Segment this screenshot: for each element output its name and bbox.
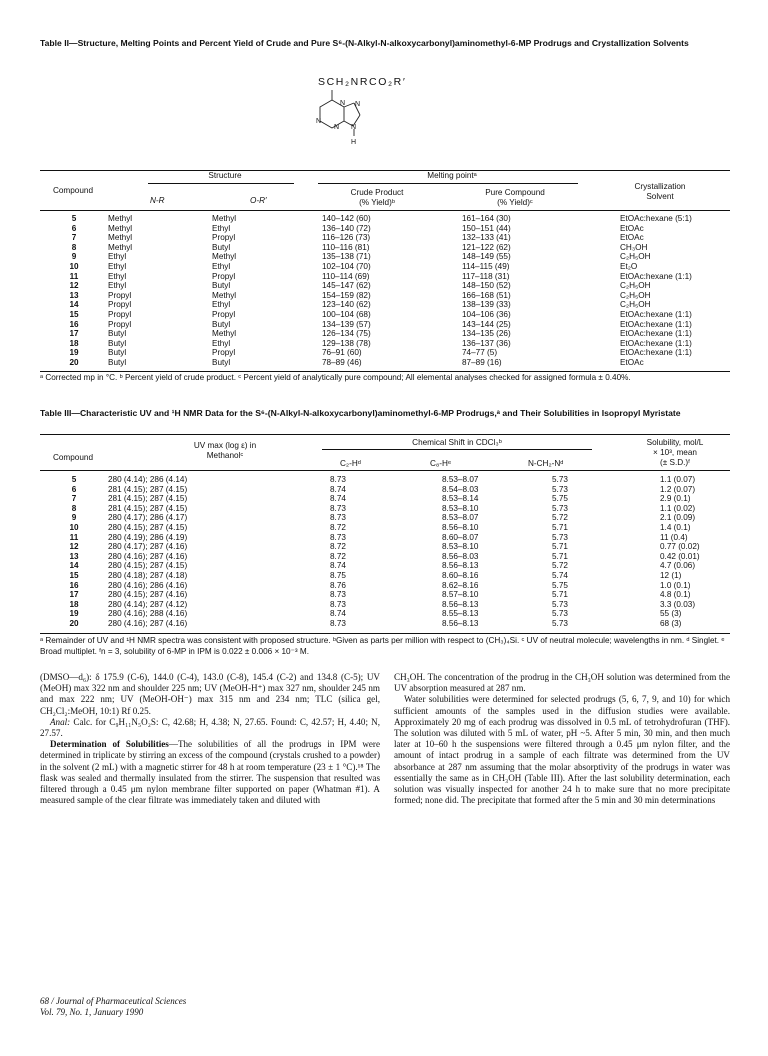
crude-mp-cell: 110–114 (69) — [322, 271, 370, 281]
solvent-cell: C₂H₅OH — [620, 290, 651, 300]
table-row — [40, 494, 750, 504]
table2-header-pure-sub: (% Yield)ᶜ — [497, 198, 533, 207]
solubility-cell: 2.1 (0.09) — [660, 513, 696, 523]
table2-header-crude-sub: (% Yield)ᵇ — [359, 198, 395, 207]
or-cell: Ethyl — [212, 223, 231, 233]
solubility-cell: 1.0 (0.1) — [660, 580, 691, 590]
solvent-cell: EtOAc:hexane (5:1) — [620, 214, 692, 223]
c8h-cell: 8.54–8.03 — [442, 484, 479, 494]
table3-header-compound: Compound — [52, 453, 94, 462]
uv-cell: 280 (4.17); 287 (4.16) — [108, 542, 188, 552]
table3-header-c2h: C₂-Hᵈ — [340, 459, 361, 468]
pure-mp-cell: 87–89 (16) — [462, 357, 502, 367]
crude-mp-cell: 140–142 (60) — [322, 214, 371, 223]
table3-bottom-rule — [40, 633, 730, 634]
body-det-label: Determination of Solubilities — [50, 739, 169, 750]
uv-cell: 280 (4.15); 287 (4.15) — [108, 522, 188, 532]
table-row — [40, 485, 750, 495]
nr-cell: Butyl — [108, 338, 127, 348]
table2-header-structure: Structure — [208, 171, 242, 180]
table-row — [40, 609, 750, 619]
c8h-cell: 8.56–8.13 — [442, 599, 479, 609]
c8h-cell: 8.62–8.16 — [442, 580, 479, 590]
nr-cell: Ethyl — [108, 261, 127, 271]
pure-mp-cell: 114–115 (49) — [462, 261, 510, 271]
c2h-cell: 8.74 — [330, 494, 346, 504]
nch2n-cell: 5.72 — [552, 561, 568, 571]
compound-cell: 19 — [69, 348, 79, 358]
table2-header-crude: Crude Product — [350, 188, 404, 197]
or-cell: Butyl — [212, 357, 231, 367]
table-row — [40, 339, 730, 349]
body-left-p1: (DMSO—d₆): δ 175.9 (C-6), 144.0 (C-4), 143.0 (C-8), 145.4 (C-2) and 134.8 (C-5); UV (MeOH) max 322 nm and shoulder 225 nm; UV (MeOH-H⁺) max 327 nm, shoulder 245 nm and max 222 nm; UV (MeOH-OH⁻) max 315 nm and 234 nm; TLC (silica gel, CH₂Cl₂:MeOH, 10:1) Rf 0.25. — [40, 672, 380, 716]
uv-cell: 280 (4.16); 287 (4.16) — [108, 551, 188, 561]
compound-cell: 19 — [69, 609, 79, 619]
table2-footnote: ᵃ Corrected mp in °C. ᵇ Percent yield of crude product. ᶜ Percent yield of analytically pure compound; All elemental analyses checked for assigned formula ± 0.40%. — [40, 373, 631, 382]
compound-cell: 15 — [69, 309, 79, 319]
table-row — [40, 281, 730, 291]
body-right-p1: CH₃OH. The concentration of the prodrug in the CH₃OH solution was determined from the UV absorption measured at 287 nm. — [394, 672, 730, 694]
nch2n-cell: 5.75 — [552, 580, 568, 590]
nr-cell: Ethyl — [108, 252, 127, 262]
c8h-cell: 8.60–8.16 — [442, 570, 479, 580]
uv-cell: 281 (4.15); 287 (4.15) — [108, 494, 188, 504]
crude-mp-cell: 78–89 (46) — [322, 357, 362, 367]
pure-mp-cell: 132–133 (41) — [462, 233, 511, 243]
nch2n-cell: 5.73 — [552, 484, 568, 494]
compound-cell: 9 — [71, 513, 77, 523]
table2-header-cryst-sub: Solvent — [646, 192, 674, 201]
solubility-cell: 3.3 (0.03) — [660, 599, 696, 609]
nch2n-cell: 5.71 — [552, 542, 568, 552]
uv-cell: 280 (4.18); 287 (4.18) — [108, 570, 188, 580]
solubility-cell: 4.8 (0.1) — [660, 590, 691, 600]
table2-header-melting: Melting pointᵃ — [427, 171, 477, 180]
or-cell: Propyl — [212, 348, 236, 358]
c2h-cell: 8.74 — [330, 484, 346, 494]
compound-cell: 6 — [71, 223, 77, 233]
svg-text:N: N — [334, 124, 340, 131]
crude-mp-cell: 134–139 (57) — [322, 319, 371, 329]
uv-cell: 281 (4.15); 287 (4.15) — [108, 484, 188, 494]
compound-cell: 11 — [69, 532, 79, 542]
solubility-cell: 12 (1) — [660, 570, 682, 580]
solubility-cell: 1.1 (0.07) — [660, 475, 696, 484]
compound-cell: 8 — [71, 503, 77, 513]
or-cell: Ethyl — [212, 261, 231, 271]
or-cell: Propyl — [212, 233, 236, 243]
nch2n-cell: 5.71 — [552, 590, 568, 600]
c2h-cell: 8.75 — [330, 570, 346, 580]
c2h-cell: 8.73 — [330, 618, 346, 628]
solubility-cell: 55 (3) — [660, 609, 682, 619]
crude-mp-cell: 154–159 (82) — [322, 290, 371, 300]
crude-mp-cell: 136–140 (72) — [322, 223, 371, 233]
table-row — [40, 475, 750, 485]
table-row — [40, 272, 730, 282]
c8h-cell: 8.56–8.10 — [442, 522, 479, 532]
table3-body — [40, 475, 750, 629]
pure-mp-cell: 74–77 (5) — [462, 348, 498, 358]
nch2n-cell: 5.71 — [552, 551, 568, 561]
table3-shift-rule — [322, 449, 592, 450]
pure-mp-cell: 136–137 (36) — [462, 338, 511, 348]
table3-header-sol2: × 10³, mean — [653, 448, 697, 457]
table-row — [40, 329, 730, 339]
table2-header-nr: N-R — [150, 196, 165, 205]
table3-header-sol3: (± S.D.)ᶠ — [659, 458, 691, 467]
compound-cell: 9 — [71, 252, 77, 262]
c8h-cell: 8.57–8.10 — [442, 590, 479, 600]
or-cell: Propyl — [212, 271, 236, 281]
table-row — [40, 300, 730, 310]
body-anal-text: Calc. for C₉H₁₁N₅O₂S: C, 42.68; H, 4.38; N, 27.65. Found: C, 42.57; H, 4.40; N, 27.57. — [40, 716, 380, 739]
table-row — [40, 542, 750, 552]
uv-cell: 280 (4.15); 287 (4.15) — [108, 561, 188, 571]
or-cell: Methyl — [212, 329, 237, 339]
compound-cell: 16 — [69, 580, 79, 590]
table2-structure-rule — [148, 183, 294, 184]
compound-cell: 6 — [71, 484, 77, 494]
table2-header-or: O-R′ — [250, 196, 267, 205]
pure-mp-cell: 117–118 (31) — [462, 271, 510, 281]
uv-cell: 280 (4.14); 286 (4.14) — [108, 475, 188, 484]
table-row — [40, 552, 750, 562]
c8h-cell: 8.60–8.07 — [442, 532, 479, 542]
or-cell: Propyl — [212, 309, 236, 319]
or-cell: Methyl — [212, 252, 237, 262]
crude-mp-cell: 102–104 (70) — [322, 261, 371, 271]
table-row — [40, 504, 750, 514]
svg-text:H: H — [351, 139, 357, 146]
nch2n-cell: 5.72 — [552, 513, 568, 523]
table3-header-uv: UV max (log ε) in — [193, 441, 257, 450]
compound-cell: 13 — [69, 290, 79, 300]
c2h-cell: 8.73 — [330, 532, 346, 542]
body-det-text: —The solubilities of all the prodrugs in IPM were determined in triplicate by stirring an excess of the compound (crystals crushed to a powder) in the solvent (2 mL) with a magnetic stirrer for 48 h at room temperature (23 ± 1 °C).¹⁸ The flask was sealed and thermally insulated from the stirrer. The suspension that resulted was filtered through a 0.45 μm nylon membrane filter supported on paper (Whatman #1). A measured sample of the clear filtrate was immediately taken and diluted with — [40, 739, 380, 806]
compound-cell: 13 — [69, 551, 79, 561]
or-cell: Ethyl — [212, 300, 231, 310]
nch2n-cell: 5.73 — [552, 609, 568, 619]
uv-cell: 280 (4.19); 286 (4.19) — [108, 532, 188, 542]
body-anal-paragraph — [40, 717, 380, 739]
solvent-cell: EtOAc — [620, 357, 644, 367]
c8h-cell: 8.56–8.03 — [442, 551, 479, 561]
solubility-cell: 1.2 (0.07) — [660, 484, 696, 494]
crude-mp-cell: 129–138 (78) — [322, 338, 371, 348]
svg-text:N: N — [355, 101, 361, 108]
compound-cell: 7 — [71, 494, 77, 504]
solvent-cell: EtOAc — [620, 233, 644, 243]
nch2n-cell: 5.73 — [552, 475, 568, 484]
table3-header-c8h: C₈-Hᵉ — [430, 459, 451, 468]
c2h-cell: 8.74 — [330, 609, 346, 619]
c8h-cell: 8.53–8.10 — [442, 503, 479, 513]
table-row — [40, 581, 750, 591]
compound-cell: 18 — [69, 338, 79, 348]
table-row — [40, 348, 730, 358]
solvent-cell: C₂H₅OH — [620, 281, 651, 291]
c8h-cell: 8.53–8.10 — [442, 542, 479, 552]
compound-cell: 20 — [69, 618, 79, 628]
svg-text:N: N — [316, 118, 322, 125]
table3-header-nch2n: N-CH₂-Nᵈ — [528, 459, 564, 468]
table2-bottom-rule — [40, 371, 730, 372]
solvent-cell: EtOAc:hexane (1:1) — [620, 271, 692, 281]
crude-mp-cell: 76–91 (60) — [322, 348, 362, 358]
table2-header-rule — [40, 210, 730, 211]
purine-structure-drawing — [318, 88, 388, 146]
body-anal-label: Anal: — [50, 716, 71, 727]
table-row — [40, 262, 730, 272]
nr-cell: Propyl — [108, 319, 132, 329]
footer-journal: 68 / Journal of Pharmaceutical Sciences — [40, 996, 187, 1006]
svg-text:N: N — [340, 100, 346, 107]
solvent-cell: EtOAc:hexane (1:1) — [620, 319, 692, 329]
solvent-cell: EtOAc — [620, 223, 644, 233]
c2h-cell: 8.73 — [330, 503, 346, 513]
footer-volume: Vol. 79, No. 1, January 1990 — [40, 1007, 144, 1017]
compound-cell: 11 — [69, 271, 79, 281]
crude-mp-cell: 135–138 (71) — [322, 252, 371, 262]
solubility-cell: 11 (0.4) — [660, 532, 688, 542]
table-row — [40, 571, 750, 581]
c2h-cell: 8.72 — [330, 542, 346, 552]
or-cell: Ethyl — [212, 338, 231, 348]
table3-header-sol1: Solubility, mol/L — [646, 438, 704, 447]
table3-caption: Table III—Characteristic UV and ¹H NMR Data for the S⁶-(N-Alkyl-N-alkoxycarbonyl)aminomethyl-6-MP Prodrugs,ᵃ and Their Solubilities in Isopropyl Myristate — [40, 408, 681, 418]
table-row — [40, 523, 750, 533]
table-row — [40, 224, 730, 234]
solvent-cell: CH₃OH — [620, 242, 648, 252]
table-row — [40, 513, 750, 523]
table-row — [40, 320, 730, 330]
nch2n-cell: 5.73 — [552, 503, 568, 513]
nr-cell: Propyl — [108, 300, 132, 310]
compound-cell: 5 — [71, 214, 77, 223]
pure-mp-cell: 104–106 (36) — [462, 309, 511, 319]
uv-cell: 281 (4.15); 287 (4.15) — [108, 503, 188, 513]
compound-cell: 17 — [69, 329, 79, 339]
nch2n-cell: 5.74 — [552, 570, 568, 580]
uv-cell: 280 (4.16); 287 (4.16) — [108, 618, 188, 628]
table-row — [40, 252, 730, 262]
nch2n-cell: 5.73 — [552, 618, 568, 628]
or-cell: Methyl — [212, 290, 237, 300]
table2-header-compound: Compound — [52, 186, 94, 195]
solubility-cell: 2.9 (0.1) — [660, 494, 691, 504]
table-row — [40, 533, 750, 543]
solvent-cell: EtOAc:hexane (1:1) — [620, 329, 692, 339]
or-cell: Butyl — [212, 281, 231, 291]
table-row — [40, 233, 730, 243]
pure-mp-cell: 150–151 (44) — [462, 223, 511, 233]
uv-cell: 280 (4.16); 288 (4.16) — [108, 609, 188, 619]
nr-cell: Butyl — [108, 329, 127, 339]
table-row — [40, 600, 750, 610]
solvent-cell: EtOAc:hexane (1:1) — [620, 309, 692, 319]
solvent-cell: C₂H₅OH — [620, 252, 651, 262]
table-row — [40, 358, 730, 368]
or-cell: Methyl — [212, 214, 237, 223]
solubility-cell: 68 (3) — [660, 618, 682, 628]
compound-cell: 12 — [69, 281, 79, 291]
table2-melting-rule — [318, 183, 578, 184]
c2h-cell: 8.72 — [330, 551, 346, 561]
table3-header-shift: Chemical Shift in CDCl₃ᵇ — [412, 438, 502, 447]
c2h-cell: 8.76 — [330, 580, 346, 590]
table2-header-cryst: Crystallization — [634, 182, 686, 191]
body-det-paragraph — [40, 739, 380, 806]
crude-mp-cell: 126–134 (75) — [322, 329, 371, 339]
body-right-p2: Water solubilities were determined for selected prodrugs (5, 6, 7, 9, and 10) for which sufficient amounts of the samples used in the diffusion studies were available. Approximately 20 mg of each prodrug was dissolved in 0.5 mL of tetrohydrofuran (THF). The solution was diluted with 5 mL of water, pH ~5. After 5 min, 30 min, and then much later at 10–60 h the suspensions were filtered through a 0.45 μm nylon filter, and the amount of intact prodrug in a sample of each filtrate was determined from the UV absorbance at 287 nm assuming that the molar absorptivity of the prodrugs in water was essentially the same as in CH₃OH (Table III). After the last solubility determination, each solution was visually inspected for another 24 h to make sure that no more precipitate formed; none did. The precipitate that formed after the 5 min and 30 min determinations — [394, 694, 730, 806]
svg-text:N: N — [351, 124, 357, 131]
c8h-cell: 8.53–8.14 — [442, 494, 479, 504]
pure-mp-cell: 161–164 (30) — [462, 214, 511, 223]
solubility-cell: 1.1 (0.02) — [660, 503, 696, 513]
nr-cell: Butyl — [108, 357, 127, 367]
table3-top-rule — [40, 434, 730, 435]
solubility-cell: 0.42 (0.01) — [660, 551, 700, 561]
solvent-cell: EtOAc:hexane (1:1) — [620, 348, 692, 358]
pure-mp-cell: 143–144 (25) — [462, 319, 511, 329]
pure-mp-cell: 166–168 (51) — [462, 290, 511, 300]
compound-cell: 16 — [69, 319, 79, 329]
c8h-cell: 8.53–8.07 — [442, 475, 479, 484]
table-row — [40, 214, 730, 224]
uv-cell: 280 (4.15); 287 (4.16) — [108, 590, 188, 600]
c2h-cell: 8.74 — [330, 561, 346, 571]
nr-cell: Methyl — [108, 233, 133, 243]
solvent-cell: EtOAc:hexane (1:1) — [620, 338, 692, 348]
c8h-cell: 8.56–8.13 — [442, 618, 479, 628]
uv-cell: 280 (4.14); 287 (4.12) — [108, 599, 188, 609]
nch2n-cell: 5.73 — [552, 599, 568, 609]
solvent-cell: Et₂O — [620, 261, 638, 271]
compound-cell: 5 — [71, 475, 77, 484]
uv-cell: 280 (4.16); 286 (4.16) — [108, 580, 188, 590]
nch2n-cell: 5.75 — [552, 494, 568, 504]
compound-cell: 7 — [71, 233, 77, 243]
crude-mp-cell: 100–104 (68) — [322, 309, 371, 319]
c2h-cell: 8.72 — [330, 522, 346, 532]
compound-cell: 18 — [69, 599, 79, 609]
table3-footnote: ᵃ Remainder of UV and ¹H NMR spectra was consistent with proposed structure. ᵇGiven as parts per million with respect to (CH₃)₄Si. ᶜ UV of neutral molecule; wavelengths in nm. ᵈ Singlet. ᵉ Broad multiplet. ᶠn = 3, solubility of 6-MP in IPM is 0.022 ± 0.006 × 10⁻³ M. — [40, 636, 725, 656]
nr-cell: Methyl — [108, 242, 133, 252]
pure-mp-cell: 134–135 (26) — [462, 329, 511, 339]
c8h-cell: 8.55–8.13 — [442, 609, 479, 619]
or-cell: Butyl — [212, 242, 231, 252]
pure-mp-cell: 138–139 (33) — [462, 300, 511, 310]
compound-cell: 8 — [71, 242, 77, 252]
compound-cell: 14 — [69, 561, 79, 571]
c2h-cell: 8.73 — [330, 590, 346, 600]
pure-mp-cell: 121–122 (62) — [462, 242, 511, 252]
table-row — [40, 561, 750, 571]
compound-cell: 14 — [69, 300, 79, 310]
crude-mp-cell: 123–140 (62) — [322, 300, 371, 310]
solubility-cell: 0.77 (0.02) — [660, 542, 700, 552]
crude-mp-cell: 110–116 (81) — [322, 242, 370, 252]
table3-header-rule — [40, 470, 730, 471]
table-row — [40, 619, 750, 629]
table2-caption: Table II—Structure, Melting Points and Percent Yield of Crude and Pure S⁶-(N-Alkyl-N-alkoxycarbonyl)aminomethyl-6-MP Prodrugs and Crystallization Solvents — [40, 38, 689, 48]
nr-cell: Methyl — [108, 214, 133, 223]
nch2n-cell: 5.73 — [552, 532, 568, 542]
compound-cell: 10 — [69, 522, 79, 532]
c8h-cell: 8.53–8.07 — [442, 513, 479, 523]
solubility-cell: 4.7 (0.06) — [660, 561, 696, 571]
table-row — [40, 291, 730, 301]
solvent-cell: C₂H₅OH — [620, 300, 651, 310]
structure-formula: SCH₂NRCO₂R′ — [318, 76, 407, 88]
c2h-cell: 8.73 — [330, 513, 346, 523]
or-cell: Butyl — [212, 319, 231, 329]
nr-cell: Ethyl — [108, 281, 127, 291]
pure-mp-cell: 148–149 (55) — [462, 252, 511, 262]
nr-cell: Ethyl — [108, 271, 127, 281]
compound-cell: 20 — [69, 357, 79, 367]
table2-header-pure: Pure Compound — [485, 188, 545, 197]
compound-cell: 12 — [69, 542, 79, 552]
compound-cell: 17 — [69, 590, 79, 600]
compound-cell: 10 — [69, 261, 79, 271]
uv-cell: 280 (4.17); 286 (4.17) — [108, 513, 188, 523]
nr-cell: Propyl — [108, 309, 132, 319]
crude-mp-cell: 145–147 (62) — [322, 281, 371, 291]
nr-cell: Methyl — [108, 223, 133, 233]
nr-cell: Propyl — [108, 290, 132, 300]
table2-body — [40, 214, 730, 368]
nch2n-cell: 5.71 — [552, 522, 568, 532]
table3-header-uv-sub: Methanolᶜ — [206, 451, 244, 460]
body-right-column — [394, 672, 730, 806]
compound-cell: 15 — [69, 570, 79, 580]
c2h-cell: 8.73 — [330, 475, 346, 484]
c2h-cell: 8.73 — [330, 599, 346, 609]
solubility-cell: 1.4 (0.1) — [660, 522, 691, 532]
pure-mp-cell: 148–150 (52) — [462, 281, 511, 291]
body-left-column — [40, 672, 380, 806]
nr-cell: Butyl — [108, 348, 127, 358]
table-row — [40, 243, 730, 253]
c8h-cell: 8.56–8.13 — [442, 561, 479, 571]
crude-mp-cell: 116–126 (73) — [322, 233, 371, 243]
table-row — [40, 310, 730, 320]
table-row — [40, 590, 750, 600]
